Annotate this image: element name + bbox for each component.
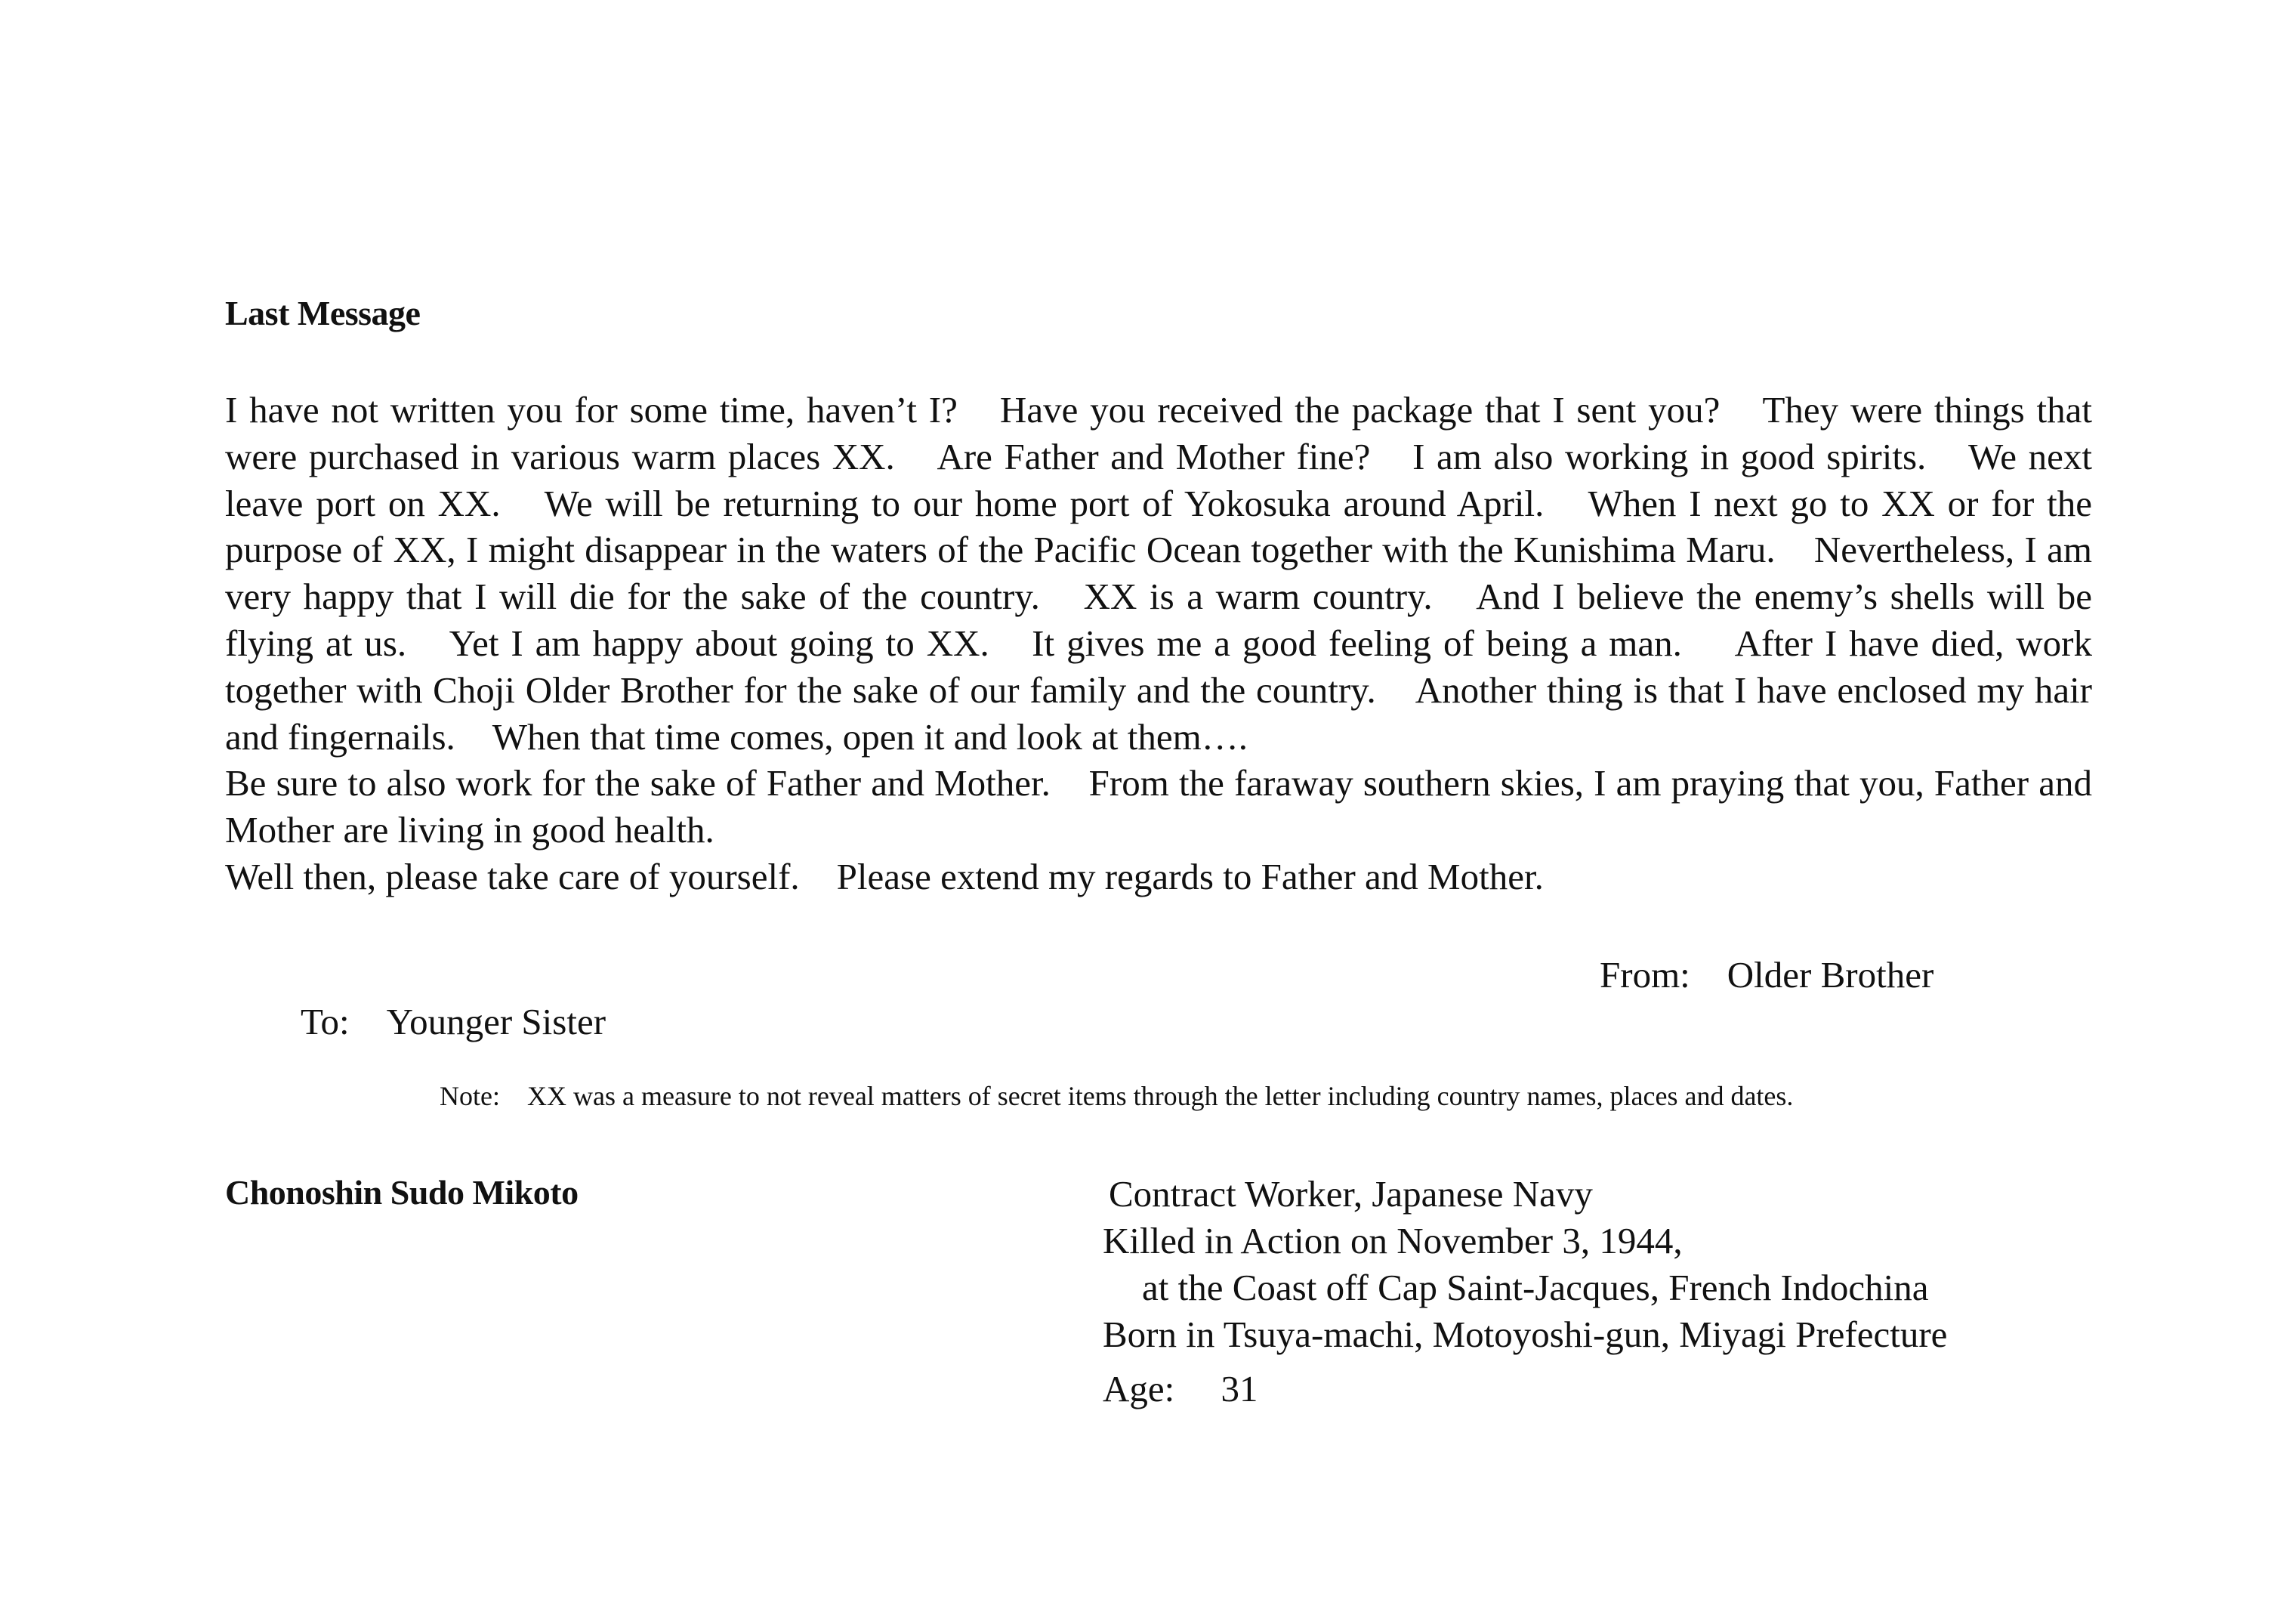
letter-body	[225, 387, 2092, 900]
letter-paragraph-3: Well then, please take care of yourself. Please extend my regards to Father and Mother.	[225, 855, 1544, 897]
letter-footnote: Note: XX was a measure to not reveal matters of secret items through the letter including country names, places and dates.	[440, 1081, 1794, 1111]
author-death-date: Killed in Action on November 3, 1944,	[1103, 1220, 1683, 1261]
author-birthplace: Born in Tsuya-machi, Motoyoshi-gun, Miyagi Prefecture	[1103, 1314, 1948, 1355]
letter-paragraph-2: Be sure to also work for the sake of Father and Mother. From the faraway southern skies, I am praying that you, Father and Mother are living in good health.	[225, 762, 2092, 851]
letter-paragraph-1: I have not written you for some time, haven’t I? Have you received the package that I sent you? They were things that were purchased in various warm places XX. Are Father and Mother fine? I am also working in good spirits. We next leave port on XX. We will be returning to our home port of Yokosuka around April. When I next go to XX or for the purpose of XX, I might disappear in the waters of the Pacific Ocean together with the Kunishima Maru. Nevertheless, I am very happy that I will die for the sake of the country. XX is a warm country. And I believe the enemy’s shells will be flying at us. Yet I am happy about going to XX. It gives me a good feeling of being a man. After I have died, work together with Choji Older Brother for the sake of our family and the country. Another thing is that I have enclosed my hair and fingernails. When that time comes, open it and look at them….	[225, 389, 2092, 758]
author-age: Age: 31	[1103, 1368, 1258, 1409]
author-name: Chonoshin Sudo Mikoto	[225, 1173, 579, 1212]
letter-recipient: To: Younger Sister	[301, 1001, 606, 1042]
letter-heading: Last Message	[225, 294, 421, 332]
letter-sender: From: Older Brother	[1600, 954, 1934, 996]
author-death-place: at the Coast off Cap Saint-Jacques, French Indochina	[1142, 1267, 1929, 1308]
author-occupation: Contract Worker, Japanese Navy	[1109, 1173, 1593, 1215]
